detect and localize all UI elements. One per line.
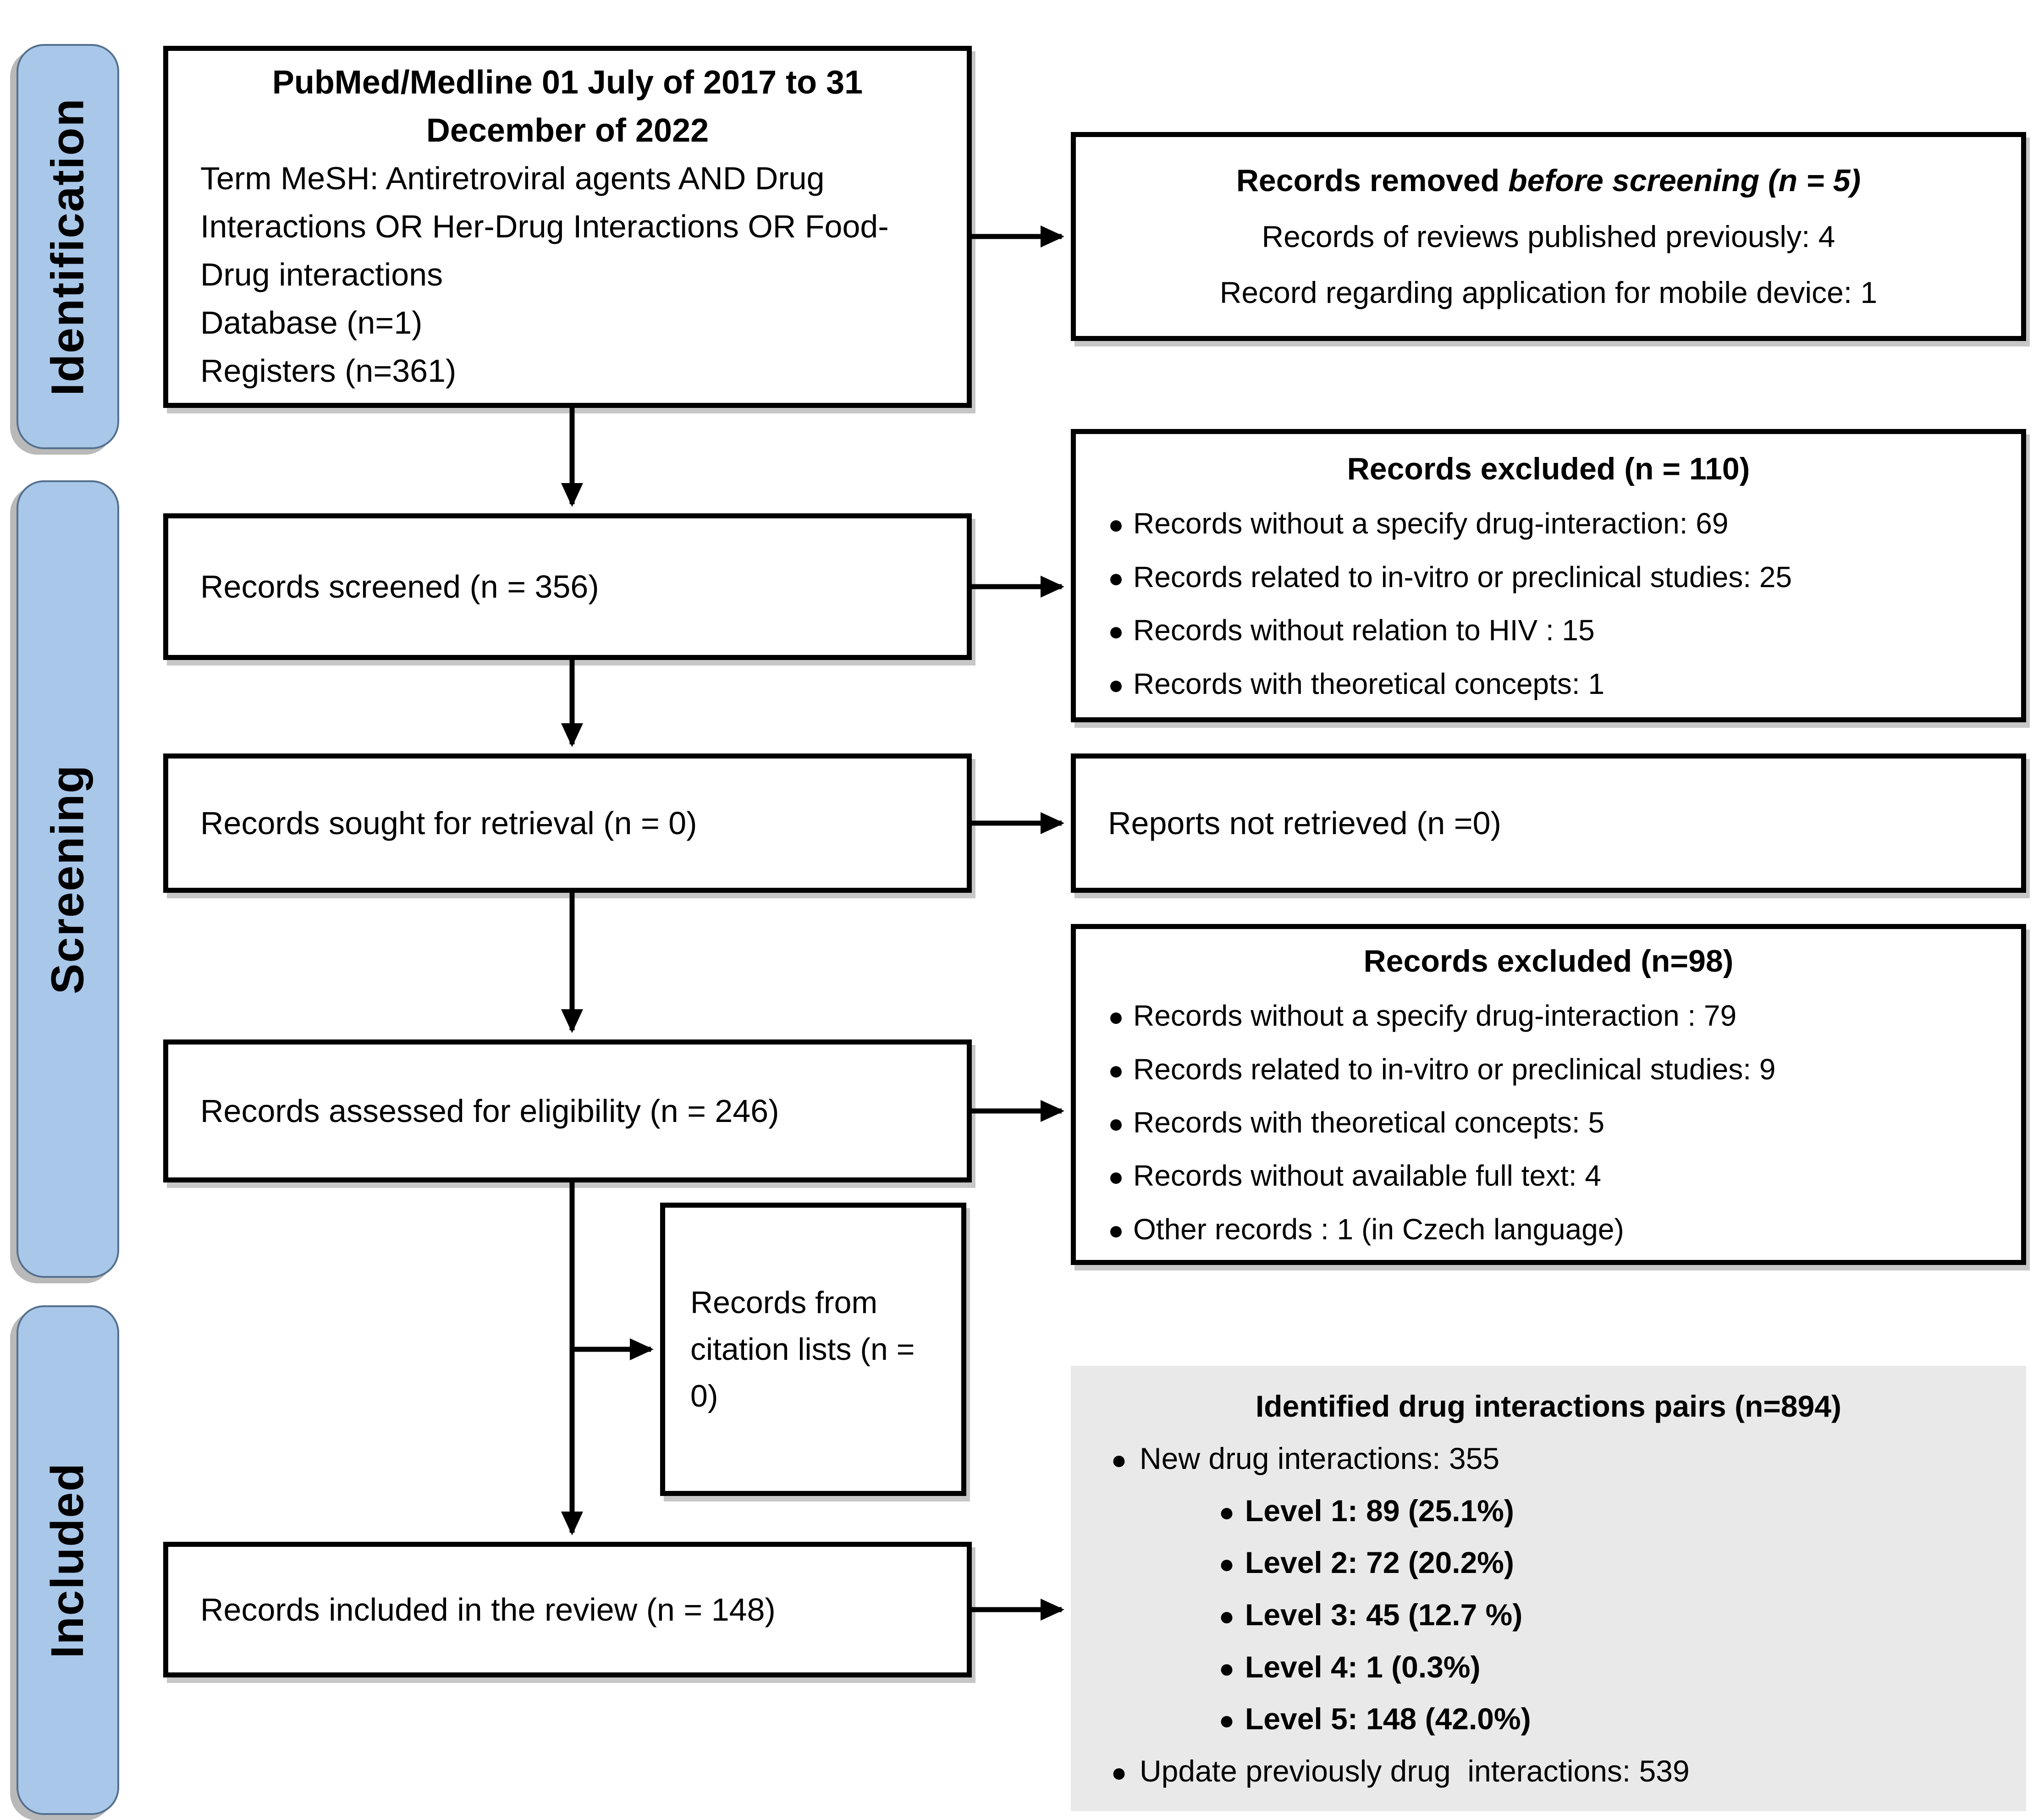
box-source-database: Database (n=1) [200,304,423,341]
bullet-icon: ● [1111,1445,1127,1475]
bullet-icon: ● [1111,1757,1127,1787]
bullet-icon: ● [1107,1002,1124,1032]
box-source-mesh: Term MeSH: Antiretroviral agents AND Drug Interactions OR Her-Drug Interactions OR Food-Drug interactions [200,160,889,292]
list-item: ● Records with theoretical concepts: 1 [1099,657,1998,710]
list-item: ● Records with theoretical concepts: 5 [1099,1096,1998,1149]
stage-included-label: Included [42,1462,94,1658]
list-item: ● New drug interactions: 355 [1098,1433,1999,1485]
list-item-level-2: ● Level 2: 72 (20.2%) [1208,1537,1999,1589]
bullet-icon: ● [1107,1215,1124,1245]
bullet-icon: ● [1107,670,1124,700]
box-records-screened-label: Records screened (n = 356) [200,569,599,605]
box-removed-title-italic: before screening (n = 5) [1508,163,1861,198]
bullet-icon: ● [1218,1497,1235,1527]
list-item-level-3: ● Level 3: 45 (12.7 %) [1208,1589,1999,1641]
list-item: ● Records without a specify drug-interaction : 79 [1099,989,1998,1042]
list-item: ● Records without available full text: 4 [1099,1149,1998,1202]
box-excluded-screening-title: Records excluded (n = 110) [1347,451,1750,486]
stage-screening-label: Screening [42,764,94,994]
box-not-retrieved-label: Reports not retrieved (n =0) [1108,805,1501,841]
list-item: ● Records related to in-vitro or preclinical studies: 9 [1099,1043,1998,1096]
bullet-icon: ● [1218,1705,1235,1736]
box-records-assessed-label: Records assessed for eligibility (n = 246) [200,1093,779,1129]
list-item-level-4: ● Level 4: 1 (0.3%) [1208,1641,1999,1694]
bullet-icon: ● [1107,1055,1124,1085]
bullet-icon: ● [1218,1549,1235,1579]
box-records-sought-label: Records sought for retrieval (n = 0) [200,805,697,841]
box-records-included-label: Records included in the review (n = 148) [200,1592,776,1628]
box-citation-lists-label: Records from citation lists (n = 0) [690,1285,915,1413]
list-item: ● Records without a specify drug-interaction: 69 [1099,497,1998,550]
list-item: ● Records without relation to HIV : 15 [1099,604,1998,657]
bullet-icon: ● [1107,1108,1124,1138]
bullet-icon: ● [1107,1162,1124,1192]
box-identified-pairs-title: Identified drug interactions pairs (n=894) [1255,1389,1842,1423]
bullet-icon: ● [1107,510,1124,540]
bullet-icon: ● [1107,563,1124,593]
box-removed-title-prefix: Records removed [1236,163,1509,198]
list-item: ● Records related to in-vitro or preclinical studies: 25 [1099,550,1998,604]
bullet-icon: ● [1218,1601,1235,1631]
box-removed-line-reviews: Records of reviews published previously: 4 [1262,220,1835,254]
bullet-icon: ● [1218,1653,1235,1683]
stage-identification-label: Identification [42,97,94,396]
bullet-icon: ● [1107,616,1124,647]
box-source-title: PubMed/Medline 01 July of 2017 to 31 December of 2022 [272,64,863,149]
list-item: ● Update previously drug interactions: 539 [1098,1745,1999,1798]
box-source-registers: Registers (n=361) [200,352,457,389]
list-item-level-1: ● Level 1: 89 (25.1%) [1208,1485,1999,1537]
list-item: ● Other records : 1 (in Czech language) [1099,1203,1998,1256]
box-excluded-eligibility-title: Records excluded (n=98) [1363,943,1734,979]
box-removed-line-mobile: Record regarding application for mobile device: 1 [1219,275,1878,310]
list-item-level-5: ● Level 5: 148 (42.0%) [1208,1693,1999,1745]
